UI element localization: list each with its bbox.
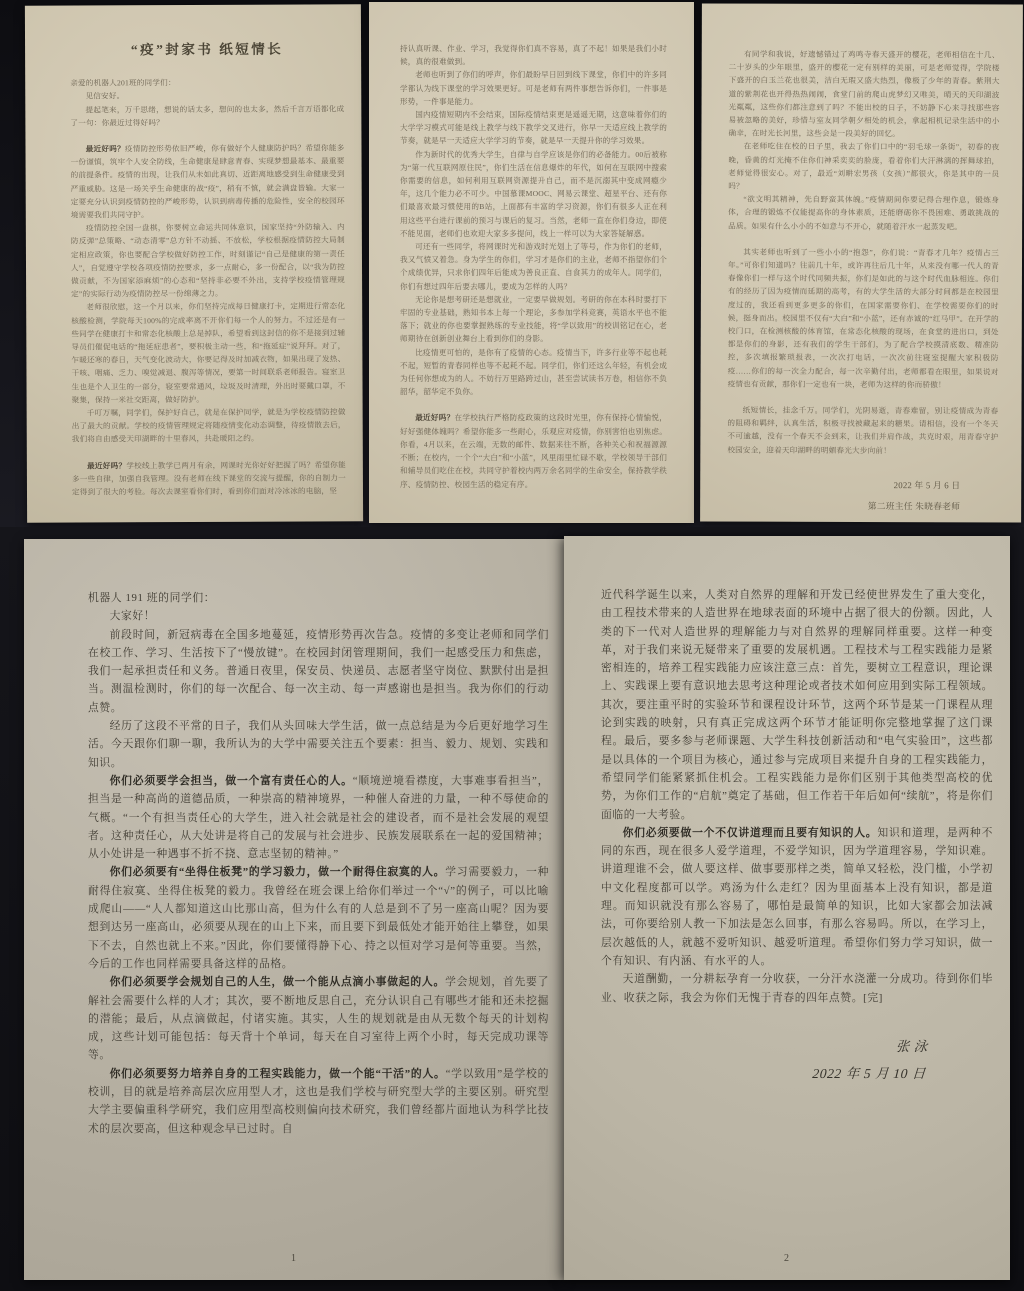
paragraph: 提起笔来，万千思绪，想说的话太多，想问的也太多，然后千言万语都化成了一句：你最近过得好吗？ — [70, 103, 345, 128]
paragraph: 其实老师也听到了一些小小的“抱怨”，你们说：“青春才几年？疫情占三年。”可你们知道吗？往前几十年，或许再往后几十年，从来没有哪一代人的青春像你们一样与这个时代同频共振，你们是如此的与这个时代血脉相连。你们有的经历了因为疫情而延期的高考，有的大学生活的大部分时间都是在校园里度过的，我还看到更多更多的你们，在国家需要你们、在学校需要你们的时候，挺身而出。校园里不仅有“大白”和“小蓝”，还有赤诚的“红马甲”。在开学的校门口，在检测核酸的体育馆，在常态化核酸的现场，在食堂的进出口，到处都是你们的身影，还有我们的学生干部们，为了配合学校摸清底数、精准防控，多次填报繁琐报表，一次次打电话，一次次前往寝室提醒大家积极防疫……你们的每一次全力配合，每一次辛勤付出，老师都看在眼里，如果说对疫情也有贡献，那你们一定也有一块，老师为这样的你而骄傲！ — [727, 247, 1000, 390]
paragraph: 你们必须要学会担当，做一个富有责任心的人。“顺境逆境看襟度，大事难事看担当”，担当是一种高尚的道德品质，一种崇高的精神境界，一种催人奋进的力量，一种不辱使命的气概。“一个有担当责任心的大学生，进入社会就是社会的建设者，而不是社会发展的观望者。这种责任心，从大处讲是将自己的发展与社会进步、民族发展联系在一起的爱国精神；从小处讲是一种遇事不折不挠、意志坚韧的精神。” — [88, 774, 549, 861]
paragraph: 千叮万嘱，同学们，保护好自己，就是在保护同学，就是为学校疫情防控做出了最大的贡献。学校的疫情管理规定将随疫情变化动态调整，待疫情散去后，我们将自由感受天印湖畔的十里春风，共赴暖阳之约。 — [71, 407, 346, 445]
paragraph: 你们必须要学会规划自己的人生，做一个能从点滴小事做起的人。学会规划，首先要了解社会需要什么样的人才；其次，要不断地反思自己，充分认识自己有哪些才能和还未挖掘的潜能；最后，从点滴做起，付诸实施。其实，人生的规划就是由从无数个每天的计划构成，这些计划可能包括：每天背十个单词，每天在自习室待上两个小时，每天完成功课等等。 — [88, 976, 549, 1062]
paragraph: 可还有一些同学，将网课时光和游戏时光划上了等号，作为你们的老师，我又气愤又着急。身为学生的你们，学习才是你们的主业，老师不指望你们个个成绩优异，只求你们四年后能成为善良正直、自食其力的成年人。同学们，你们有想过四年后要去哪儿，要成为怎样的人吗？ — [400, 242, 667, 291]
letter1-title: “疫”封家书 纸短情长 — [130, 41, 284, 58]
letter1-page2-text — [369, 2, 694, 491]
paragraph: 最近好吗？学校线上教学已两月有余，网课时光你好好把握了吗？希望你能多一些自律，加强自我管理。没有老师在线下课堂的交流与提醒，你的自制力一定得到了很大的考验。每次去课室看你们时，看到你们面对冷冰冰的电脑，坚 — [71, 460, 346, 497]
letter1-salutation: 亲爱的机器人201班的同学们： — [70, 78, 176, 88]
letter1-page3-text — [700, 3, 1023, 517]
paragraph: 近代科学诞生以来，人类对自然界的理解和开发已经使世界发生了重大变化，由工程技术带来的人造世界在地球表面的环境中占据了很大的份额。因此，人类的下一代对人造世界的理解能力与对自然界的理解同样重要。这样一种变革，对于我们来说无疑带来了重要的发展机遇。工程技术与工程实践能力是紧密相连的，培养工程实践能力应该注意三点：首先，要树立工程意识，理论课上、实践课上要有意识地去思考这种理论或者技术如何应用到实际工程领域。其次，要注重平时的实验环节和课程设计环节，这两个环节是某一门课程从理论到实践的映射，只有真正完成这两个环节才能证明你完整地掌握了这门课程。最后，要多参与老师课题、大学生科技创新活动和“电气实验田”，这些都是以具体的一个项目为核心，通过参与完成项目来提升自身的工程实践能力，希望同学们能紧紧抓住机会。工程实践能力是你们区别于其他类型高校的优势，为你们工作的“启航”奠定了基础，但工作若干年后如何“续航”，将是你们面临的一大考验。 — [601, 589, 993, 821]
letter1-page2 — [369, 2, 694, 523]
letter1-page1 — [25, 4, 363, 522]
paragraph: 比疫情更可怕的，是你有了疫情的心态。疫情当下，许多行业等不起也耗不起，短暂的青春同样也等不起耗不起。同学们，你们还这么年轻，有机会成为任何你想成为的人。不妨行万里路跨过山，甚至尝试读书万卷，相信你不负韶华，韶华定不负你。 — [400, 347, 667, 397]
paragraph: 最近好吗？在学校执行严格防疫政策的这段时光里，你有保持心情愉悦，好好强健体魄吗？希望你能多一些耐心，乐观应对疫情，你别害怕也别焦虑。你看，4月以来，在云端，无数的邮件、数据来往不断，各种关心和祝福源源不断；在校内，一个个“大白”和“小蓝”，风里雨里忙碌不歇，学校领导干部们和辅导员们吃住在校，共同守护着校内两万余名同学的生命安全，保持教学秩序、疫情防控、校园生活的稳定有序。 — [400, 413, 667, 489]
paragraph: 天道酬勤，一分耕耘孕育一分收获，一分汗水浇灌一分成功。待到你们毕业、收获之际，我会为你们无愧于青春的四年点赞。[完] — [601, 973, 993, 1004]
paragraph: 经历了这段不平常的日子，我们从头回味大学生活，做一点总结是为今后更好地学习生活。今天跟你们聊一聊，我所认为的大学中需要关注五个要素：担当、毅力、规划、实践和知识。 — [88, 720, 549, 769]
paragraph: 作为新时代的优秀大学生，自律与自学应该是你们的必备能力。00后被称为“第一代互联网原住民”，你们生活在信息爆炸的年代，如何在互联网中搜索你需要的信息，如何利用互联网资源提升自己，而不是沉溺其中变成网瘾少年，这几个能力必不可少。中国慕课MOOC、网易云课堂、超星平台、还有你们最喜欢最习惯使用的B站，上面都有丰富的学习资源，你们有很多人正在利用这些平台进行课前的预习与课后的复习。当然，老师一直在你们身边，即使不能见面，老师们也欢迎大家多多提问，线上一样可以为大家答疑解惑。 — [400, 149, 667, 238]
letter2-greeting: 大家好！ — [109, 610, 156, 623]
letter-photo-bottom — [0, 527, 1024, 1291]
paragraph: 你们必须要有“坐得住板凳”的学习毅力，做一个耐得住寂寞的人。学习需要毅力，一种耐得住寂寞、坐得住板凳的毅力。我曾经在班会课上给你们举过一个“√”的例子，可以比喻成爬山——“人人都知道这山比那山高，但为什么有的人总是到不了另一座高山呢？因为要想到达另一座高山，必须要从现在的山上下来，而且要下到最低处才能开始往上攀登，如果下不去，自然也就上不来。”因此，你们要懂得静下心、持之以恒对学习是何等重要。当然，今后的工作也同样需要具备这样的品格。 — [88, 866, 549, 970]
paragraph: 前段时间，新冠病毒在全国多地蔓延，疫情形势再次告急。疫情的多变让老师和同学们在校工作、学习、生活按下了“慢放键”。在校园封闭管理期间，我们一起感受压力和焦虑，我们一起承担责任和义务。普通日夜里，保安员、快递员、志愿者坚守岗位、默默付出是担当。测温检测时，你们的每一次配合、每一次主动、每一声感谢也是担当。我为你们的行动点赞。 — [88, 628, 549, 714]
letter2-signature: 张 泳 — [895, 1038, 929, 1054]
paragraph: 有同学和我说，好遗憾错过了鸡鸣寺春天盛开的樱花，老师相信在十几、二十岁头的少年眼里，盛开的樱花一定有别样的美丽，可是老师觉得，学院楼下盛开的白玉兰花也很美，洁白无瑕又盛大热烈，像极了少年的青春。紫荆大道的紫荆花也开得热热闹闹，食堂门前的爬山虎梦幻又唯美，晴天的天印湖波光粼粼，这些你们都注意到了吗？不能出校的日子，不妨静下心来寻找那些容易被忽略的美好，珍惜与室友同学朝夕相处的机会，拿起相机记录生活中的小确幸，在时光长河里，这些会是一段美好的回忆。 — [728, 49, 1000, 139]
page-number: 2 — [784, 1253, 790, 1264]
letter1-date: 2022 年 5 月 6 日 — [893, 480, 961, 491]
letter2-page2-text — [564, 536, 1010, 1087]
letter1-greeting: 见信安好。 — [85, 91, 125, 101]
paragraph: 持认真听课、作业、学习，我觉得你们真不容易，真了不起！如果是我们小时候，真的很难做到。 — [400, 44, 667, 67]
paragraph: 你们必须要努力培养自身的工程实践能力，做一个能“干活”的人。“学以致用”是学校的校训，目的就是培养高层次应用型人才，这也是我们学校与研究型大学的主要区别。研究型大学主要偏重科学研究，我们应用型高校则偏向技术研究，我们曾经都片面地认为科学比技术的层次要高，但这种观念早已过时。自 — [88, 1067, 549, 1135]
paragraph: 疫情防控全国一盘棋，你要树立命运共同体意识，国家坚持“外防输入、内防反弹”总策略、“动态清零”总方针不动摇、不放松，学校根据疫情防控大局制定相应政策，你也要配合学校做好防控工作，时刻谨记“自己是健康的第一责任人”，自觉遵守学校各项疫情防控要求，多一点耐心，多一份配合，以“我为防控做贡献，不为国家添麻烦”的心态和“坚持非必要不外出，支持学校疫情管理规定”的实际行动为疫情防控尽一份绵薄之力。 — [70, 222, 346, 299]
letter2-date: 2022 年 5 月 10 日 — [811, 1065, 927, 1081]
letter2-page1 — [24, 539, 564, 1280]
paragraph: 老师很欣慰，这一个月以来，你们坚持完成每日健康打卡，定期进行常态化核酸检测，学院每天100%的完成率离不开你们每一个人的努力。不过还是有一些同学在健康打卡和常态化核酸上总是掉队，希望看到这封信的你不是接到过辅导员们催促电话的“拖延症患者”，要积极主动一些，和“拖延症”说拜拜。对了，乍暖还寒的春日，天气变化波动大，你要记得及时加减衣物，如果出现了发热、干咳、咽痛、乏力、嗅觉减退、腹泻等情况，要第一时间联系老师报告。寝室卫生也是个人卫生的一部分，寝室要常通风，垃圾及时清理，外出时要戴口罩，不聚集，保持一米社交距离，做好防护。 — [71, 301, 346, 405]
page-number: 1 — [291, 1253, 297, 1264]
paragraph: 国内疫情短期内不会结束，国际疫情结束更是遥遥无期，这意味着你们的大学学习模式可能是线上教学与线下教学交叉进行，你早一天适应线上教学的节奏，就是早一天适应大学学习的节奏，就是早一天提升你的学习效果。 — [400, 110, 667, 146]
paragraph: 最近好吗？疫情防控形势依旧严峻，你有做好个人健康防护吗？希望你能多一份谨慎，筑牢个人安全防线，生命健康是肆意青春、实现梦想最基本、最重要的前提条件。疫情的出现，让我们从未如此真切、近距离地感受到生命健康受到严重威胁。这是一场关乎生命健康的战“疫”，稍有不慎，就会满盘皆输。大家一定要充分认识到疫情防控的严峻形势，认识到病毒传播的危险性，安全的校园环境需要我们共同守护。 — [70, 143, 345, 220]
letter2-page2 — [564, 536, 1010, 1280]
letter2-salutation: 机器人 191 班的同学们： — [88, 592, 216, 604]
letter-photo-top — [0, 0, 1024, 527]
paragraph: 在老师吃住在校的日子里，我去了你们口中的“羽毛球一条街”，初春的夜晚，昏黄的灯光掩不住你们神采奕奕的脸庞，看着你们大汗淋漓的挥舞球拍，老师觉得很安心。对了，最近“刘畊宏男孩（女孩）”都很火，你是其中的一员吗？ — [728, 142, 1000, 191]
paragraph: 纸短情长，挂念千万。同学们，光阴易逝，青春难留，别让疫情成为青春的阻碍和羁绊，认真生活，积极寻找被藏起来的糖果。请相信，没有一个冬天不可逾越，没有一个春天不会到来，让我们并肩作战，共克时艰，用青春守护校园安全，迎着天印湖畔的明媚春光大步向前！ — [727, 405, 999, 455]
letter2-page1-text — [24, 539, 564, 1138]
paragraph: 老师也听到了你们的呼声，你们最盼早日回到线下课堂，你们中的许多同学都认为线下课堂的学习效果更好。可是老师有两件事想告诉你们，一件事是形势，一件事是能力。 — [400, 70, 667, 106]
letter2-signature-block — [599, 1033, 995, 1087]
paragraph: 无论你是想考研还是想就业，一定要早做规划。考研的你在本科时要打下牢固的专业基础，熟知书本上每一个理论，多参加学科竞赛，英语水平也不能落下；就业的你也要掌握熟练的专业技能，将“学以致用”的校训铭记在心，老师期待在创新创业舞台上看到你们的身影。 — [400, 294, 667, 344]
paragraph: “欲文明其精神，先自野蛮其体魄。”疫情期间你要记得合理作息，锻炼身体，合理的锻炼不仅能提高你的身体素质，还能磨砺你不畏困难、勇敢挑战的品质。如果有什么小小的不如意与不开心，就随着汗水一起蒸发吧。 — [728, 194, 1000, 231]
letter1-page1-text — [25, 4, 363, 499]
paragraph: 你们必须要做一个不仅讲道理而且要有知识的人。知识和道理，是两种不同的东西，现在很多人爱学道理，不爱学知识，因为学道理容易，学知识难。讲道理谁不会，做人要这样、做事要那样之类，简单又轻松，没门槛，小学初中文化程度都可以学。鸡汤为什么走红？因为里面基本上没有知识，都是道理。而知识就没有那么容易了，哪怕是最简单的知识，比如大家都会加法减法，可你要给别人教一下加法是怎么回事，有那么容易吗。所以，在学习上，层次越低的人，就越不爱听知识、越爱听道理。希望你们努力学习知识，做一个有知识、有内涵、有水平的人。 — [601, 826, 993, 967]
letter1-signer: 第二班主任 朱晓春老师 — [867, 500, 961, 512]
letter1-signature-block — [727, 474, 998, 517]
letter1-page3 — [700, 3, 1023, 522]
